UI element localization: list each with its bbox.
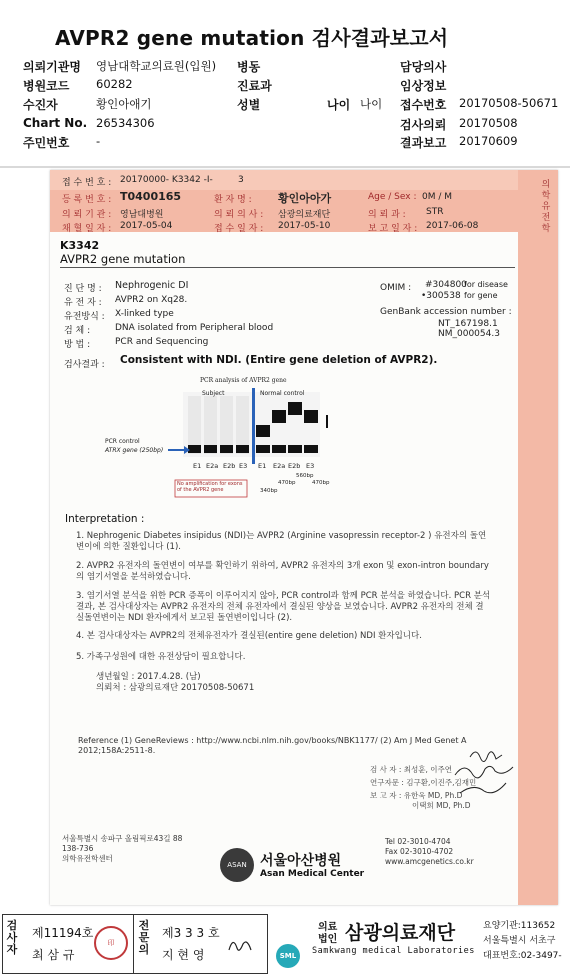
amc-logo: ASAN	[220, 848, 254, 882]
signer-reporter-1: 보 고 자 : 유한욱 MD, Ph.D	[370, 791, 463, 800]
contact-web: www.amcgenetics.co.kr	[385, 857, 474, 866]
scanned-report	[50, 170, 558, 905]
lane-s-e2a: E2a	[206, 462, 219, 470]
org-name-en: Samkwang medical Laboratories	[312, 946, 475, 956]
value-report-date: 20170609	[459, 134, 518, 148]
specialist-license: 제3 3 3 호	[162, 926, 220, 940]
label-resident-no: 주민번호	[23, 136, 70, 150]
birth-date: 생년월일 : 2017.4.28. (남)	[96, 672, 201, 682]
test-name: AVPR2 gene mutation	[60, 252, 186, 266]
sml-logo: SML	[276, 944, 300, 968]
subject-control-band-4	[236, 445, 249, 453]
label-request-date: 검사의뢰	[400, 118, 447, 132]
gel-subject-label: Subject	[202, 390, 225, 397]
label-institution: 의뢰기관명	[23, 60, 81, 74]
collect-label: 채 혈 일 자 :	[62, 224, 112, 234]
gel-pcr-control: PCR control	[105, 438, 140, 445]
inst-label: 의 뢰 기 관 :	[62, 210, 112, 220]
size-560: 560bp	[296, 473, 314, 479]
normal-band-e2a	[272, 410, 286, 423]
label-doctor: 담당의사	[400, 60, 447, 74]
org-prefix-top: 의료	[318, 922, 338, 933]
reference: Reference (1) GeneReviews : http://www.ncbi.nlm.nih.gov/books/NBK1177/ (2) Am J Med Genet A 2012;158A:2511-8.	[78, 736, 467, 755]
lane-n-e2b: E2b	[288, 462, 301, 470]
normal-band-e3	[304, 410, 318, 423]
address-line-3: 의학유전학센터	[62, 854, 113, 863]
label-department: 진료과	[237, 79, 272, 93]
inst-value: 영남대병원	[120, 210, 164, 220]
normal-band-e1	[256, 425, 270, 437]
interp-4: 4. 본 검사대상자는 AVPR2의 전체유전자가 결실된(entire gene deletion) NDI 환자입니다.	[76, 631, 422, 641]
lane-s-e3: E3	[239, 462, 248, 470]
receipt-value: 20170000- K3342 -I-	[120, 175, 213, 185]
receipt-suffix: 3	[238, 175, 244, 185]
field-value-inheritance: X-linked type	[115, 309, 174, 319]
label-hospital-code: 병원코드	[23, 79, 70, 93]
org-name: 삼광의료재단	[345, 922, 456, 944]
org-prefix-bottom: 법인	[318, 934, 338, 945]
dept-label: 의 뢰 과 :	[368, 210, 406, 220]
reportdate-label: 보 고 일 자 :	[368, 224, 418, 234]
contact-tel: Tel 02-3010-4704	[385, 837, 451, 846]
result-value: Consistent with NDI. (Entire gene deletion of AVPR2).	[120, 354, 438, 366]
agesex-value: 0M / M	[422, 192, 453, 202]
value-hospital-code: 60282	[96, 77, 133, 91]
genbank-label: GenBank accession number :	[380, 307, 512, 317]
tester-name: 최 삼 규	[32, 948, 75, 962]
field-label-gene: 유 전 자 :	[64, 298, 102, 308]
dept-value: STR	[426, 207, 444, 217]
receive-label: 접 수 일 자 :	[214, 224, 264, 234]
amc-name-en: Asan Medical Center	[260, 869, 365, 879]
subject-control-band-2	[204, 445, 217, 453]
agesex-label: Age / Sex :	[368, 192, 417, 202]
value-institution: 영남대학교의료원(입원)	[96, 59, 217, 73]
omim-disease-note: for disease	[464, 280, 508, 289]
header-divider	[0, 166, 570, 168]
value-request-date: 20170508	[459, 116, 518, 130]
label-age: 나이	[327, 98, 351, 112]
lane-s-e2b: E2b	[223, 462, 236, 470]
size-470-a: 470bp	[278, 480, 296, 486]
label-sex: 성별	[237, 98, 261, 112]
reportdate-value: 2017-06-08	[426, 221, 479, 231]
lane-n-e1: E1	[258, 462, 267, 470]
gel-title: PCR analysis of AVPR2 gene	[200, 377, 287, 384]
value-chart-no: 26534306	[96, 116, 155, 130]
blue-divider	[252, 388, 255, 464]
gel-atrx: ATRX gene (250bp)	[105, 447, 164, 454]
omim-gene-note: for gene	[464, 291, 498, 300]
interp-2: 2. AVPR2 유전자의 돌연변이 여부를 확인하기 위하여, AVPR2 유전자의 3개 exon 및 exon-intron boundary의 염기서열을 분석하였습니다.	[76, 561, 489, 582]
value-age: 나이	[360, 97, 383, 111]
footer	[0, 912, 570, 979]
lane-s-e1: E1	[193, 462, 202, 470]
org-info-2: 서울특별시 서초구	[483, 936, 556, 946]
org-info-3: 대표번호:02-3497-	[483, 951, 562, 961]
address-line-1: 서울특별시 송파구 올림픽로43길 88	[62, 834, 183, 843]
label-clinical-info: 임상정보	[400, 79, 447, 93]
subject-control-band-3	[220, 445, 233, 453]
genbank-id-2: NM_000054.3	[438, 329, 500, 339]
field-value-diagnosis: Nephrogenic DI	[115, 280, 189, 291]
normal-band-e2b	[288, 402, 302, 415]
interp-5: 5. 가족구성원에 대한 유전상담이 필요합니다.	[76, 652, 246, 662]
label-chart-no: Chart No.	[23, 116, 88, 130]
interp-1: 1. Nephrogenic Diabetes insipidus (NDI)는 AVPR2 (Arginine vasopressin receptor-2 ) 유전자의 돌연변이에 의한 질환입니다 (1).	[76, 531, 487, 552]
gel-normal-label: Normal control	[260, 390, 305, 397]
requester-label: 의 뢰 의 사 :	[214, 210, 264, 220]
tester-vertical-label: 검사자	[6, 919, 18, 956]
reg-label: 등 록 번 호 :	[62, 195, 112, 205]
lane-n-e3: E3	[306, 462, 315, 470]
omim-disease: #304800	[425, 280, 467, 290]
receipt-label: 접 수 번 호 :	[62, 178, 112, 188]
report-title: AVPR2 gene mutation 검사결과보고서	[55, 26, 449, 50]
label-patient: 수진자	[23, 98, 58, 112]
result-label: 검사결과 :	[64, 360, 105, 370]
value-resident-no: -	[96, 134, 101, 148]
field-label-specimen: 검 체 :	[64, 326, 91, 336]
signer-reporter-2: 이택희 MD, Ph.D	[412, 801, 471, 810]
subject-control-band-1	[188, 445, 201, 453]
field-value-gene: AVPR2 on Xq28.	[115, 295, 188, 305]
field-value-method: PCR and Sequencing	[115, 337, 209, 347]
field-label-method: 방 법 :	[64, 340, 91, 350]
reg-value: T0400165	[120, 190, 182, 203]
value-receipt-no: 20170508-50671	[459, 96, 559, 110]
signer-tester: 검 사 자 : 최성훈, 이주연	[370, 765, 453, 774]
receive-value: 2017-05-10	[278, 221, 331, 231]
specialist-vertical-label: 전문의	[138, 919, 150, 956]
omim-label: OMIM :	[380, 283, 412, 293]
interpretation-title: Interpretation :	[65, 513, 145, 525]
contact-fax: Fax 02-3010-4702	[385, 847, 454, 856]
label-report-date: 결과보고	[400, 136, 447, 150]
tester-seal: 印	[94, 926, 128, 960]
specialist-name: 지 현 영	[162, 948, 205, 962]
lane-n-e2a: E2a	[273, 462, 286, 470]
field-value-specimen: DNA isolated from Peripheral blood	[115, 323, 274, 333]
label-ward: 병동	[237, 60, 261, 74]
handwritten-signatures	[450, 745, 530, 805]
address-line-2: 138-736	[62, 844, 94, 853]
amc-name: 서울아산병원	[260, 853, 342, 869]
value-patient: 황인아애기	[96, 97, 152, 111]
patient-label: 환 자 명 :	[214, 195, 252, 205]
specialist-signature	[225, 934, 257, 956]
org-info-1: 요양기관:113652	[483, 921, 556, 931]
gel-note: No amplification for exons of the AVPR2 gene	[177, 481, 243, 493]
genbank-id-1: NT_167198.1	[438, 319, 498, 329]
patient-value: 황인아아가	[278, 192, 332, 205]
pcr-gel-figure	[50, 170, 558, 510]
omim-gene: •300538	[421, 291, 461, 301]
field-label-diagnosis: 진 단 명 :	[64, 284, 102, 294]
size-470-b: 470bp	[312, 480, 330, 486]
size-340: 340bp	[260, 488, 278, 494]
tester-license: 제11194호	[32, 926, 94, 940]
collect-value: 2017-05-04	[120, 221, 173, 231]
label-receipt-no: 접수번호	[400, 98, 447, 112]
requester-value: 삼광의료재단	[278, 210, 331, 220]
test-code: K3342	[60, 239, 100, 252]
field-label-inheritance: 유전방식 :	[64, 312, 105, 322]
interp-3: 3. 염기서열 분석을 위한 PCR 증폭이 이루어지지 않아, PCR control과 함께 PCR 분석을 하였습니다. PCR 분석 결과, 본 검사대상자는 AVPR2 유전자의 전체 유전자에서 결실된 양상을 보였습니다. AVPR2 유전자의 전체 결실돌연변이는 NDI 환자에게서 보고된 돌연변이입니다 (2).	[76, 591, 491, 623]
side-label: 의학유전학	[541, 180, 551, 234]
signer-advisor: 연구자문 : 김구환,이진주,김재민	[370, 778, 477, 787]
requester-ref: 의뢰처 : 삼광의료재단 20170508-50671	[96, 683, 255, 693]
